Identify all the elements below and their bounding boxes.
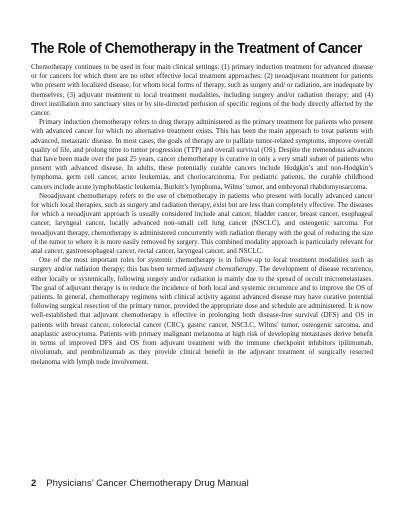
body-text — [31, 63, 373, 367]
page-footer — [31, 478, 331, 490]
page-title: The Role of Chemotherapy in the Treatment of Cancer — [31, 41, 363, 57]
page-number: 2 — [31, 478, 37, 489]
running-title: Physicians’ Cancer Chemotherapy Drug Manual — [46, 478, 249, 489]
paragraph-adjuvant-rest: . The development of disease recurrence, either locally or systemically, following surgery and/or radiation is mainly due to the spread of occult micrometastases. The goal of adjuvant therapy is to reduce the incidence of both local and systemic recurrence and to improve the OS of patients. In general, chemotherapy regimens with clinical activity against advanced disease may have curative potential following surgical resection of the primary tumor, provided the appropriate dose and schedule are administered. It is now well-established that adjuvant chemotherapy is effective in prolonging both disease-free survival (DFS) and OS in patients with breast cancer, colorectal cancer (CRC), gastric cancer, NSCLC, Wilms’ tumor, osteogenic sarcoma, and anaplastic astrocytoma. Patients with primary malignant melanoma at high risk of developing metastases derive benefit in terms of improved DFS and OS from adjuvant treatment with the immune checkpoint inhibitors ipilimumab, nivolumab, and pembrolizumab as they provide clinical benefit in the adjuvant treatment of surgically resected melanoma with lymph node involvement. — [31, 265, 373, 366]
adjuvant-term: adjuvant chemotherapy — [188, 265, 256, 274]
paragraph-adjuvant-lead: One of the most important roles for systemic chemotherapy is in follow-up to local treatment modalities such as surgery and/or radiation therapy; this has been termed — [31, 256, 373, 274]
paragraph-neoadjuvant: Neoadjuvant chemotherapy refers to the use of chemotherapy in patients who present with locally advanced cancer for which local therapies, such as surgery and radiation therapy, exist but are less than completely effective. The diseases for which a neoadjuvant approach is usually considered include anal cancer, bladder cancer, breast cancer, esophageal cancer, laryngeal cancer, locally advanced non–small cell lung cancer (NSCLC), and osteogenic sarcoma. For neoadjuvant therapy, chemotherapy is administered concurrently with radiation therapy with the goal of reducing the size of the tumor to where it is more easily removed by surgery. This combined modality approach is particularly relevant for anal cancer, gastroesophageal cancer, rectal cancer, laryngeal cancer, and NSCLC. — [31, 191, 373, 256]
paragraph-primary-induction: Primary induction chemotherapy refers to drug therapy administered as the primary treatment for patients who present with advanced cancer for which no alternative treatment exists. This has been the main approach to treat patients with advanced, metastatic disease. In most cases, the goals of therapy are to palliate tumor-related symptoms, improve overall quality of life, and prolong time to tumor progression (TTP) and overall survival (OS). Despite the tremendous advances that have been made over the past 25 years, cancer chemotherapy is curative in only a very small subset of patients who present with advanced disease. In adults, these potentially curable cancers include Hodgkin’s and non-Hodgkin’s lymphoma, germ cell cancer, acute leukemias, and choriocarcinoma. For pediatric patients, the curable childhood cancers include acute lymphoblastic leukemia, Burkitt’s lymphoma, Wilms’ tumor, and embryonal rhabdomyosarcoma. — [31, 118, 373, 191]
paragraph-adjuvant — [31, 256, 373, 366]
paragraph-intro: Chemotherapy continues to be used in four main clinical settings: (1) primary induction treatment for advanced disease or for cancers for which there are no other effective local treatment approaches; (2) neoadjuvant treatment for patients who present with localized disease, for whom local forms of therapy, such as surgery and/ or radiation, are inadequate by themselves; (3) adjuvant treatment to local treatment modalities, including surgery and/or radiation therapy; and (4) direct instillation into sanctuary sites or by site-directed perfusion of specific regions of the body directly affected by the cancer. — [31, 63, 373, 118]
